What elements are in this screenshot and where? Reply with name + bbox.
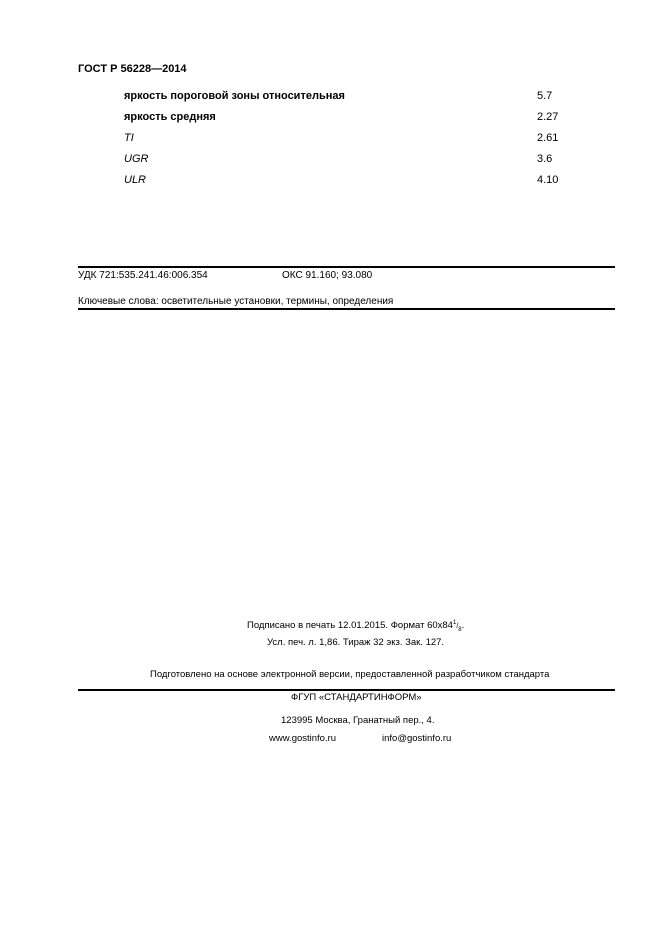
prepared-note: Подготовлено на основе электронной версии, предоставленной разработчиком стандарта [150,669,550,680]
keywords: Ключевые слова: осветительные установки, термины, определения [78,296,394,307]
format-denominator: 8 [458,627,462,634]
oks-code: ОКС 91.160; 93.080 [282,270,373,281]
print-info: Усл. печ. л. 1,86. Тираж 32 экз. Зак. 127. [267,637,445,648]
index-term: TI [124,132,134,144]
signed-for-print: Подписано в печать 12.01.2015. Формат $60х84^1/_8$. [247,620,465,634]
index-entry [0,153,661,169]
index-entry [0,174,661,190]
index-term: яркость пороговой зоны относительная [124,90,345,102]
index-term: UGR [124,153,149,165]
index-entry [0,111,661,127]
index-entry [0,90,661,106]
publisher-address: 123995 Москва, Гранатный пер., 4. [281,715,435,726]
divider-top [78,266,615,268]
format-numerator: 1 [452,620,457,626]
signed-text: Подписано в печать 12.01.2015. Формат 60х84 [247,620,453,632]
index-reference: 4.10 [537,174,559,186]
signed-suffix: . [461,620,465,632]
document-code-header: ГОСТ Р 56228—2014 [78,63,187,75]
index-term: ULR [124,174,147,186]
publisher-website-link[interactable]: www.gostinfo.ru [269,733,337,744]
publisher-email-link[interactable]: info@gostinfo.ru [382,733,452,744]
imprint-divider [78,689,615,691]
index-reference: 2.61 [537,132,559,144]
index-entry [0,132,661,148]
index-reference: 5.7 [537,90,553,102]
index-reference: 2.27 [537,111,559,123]
index-term: яркость средняя [124,111,216,123]
udk-code: УДК 721:535.241.46:006.354 [78,270,208,281]
divider-bottom [78,308,615,310]
publisher-name: ФГУП «СТАНДАРТИНФОРМ» [291,692,422,703]
index-reference: 3.6 [537,153,553,165]
